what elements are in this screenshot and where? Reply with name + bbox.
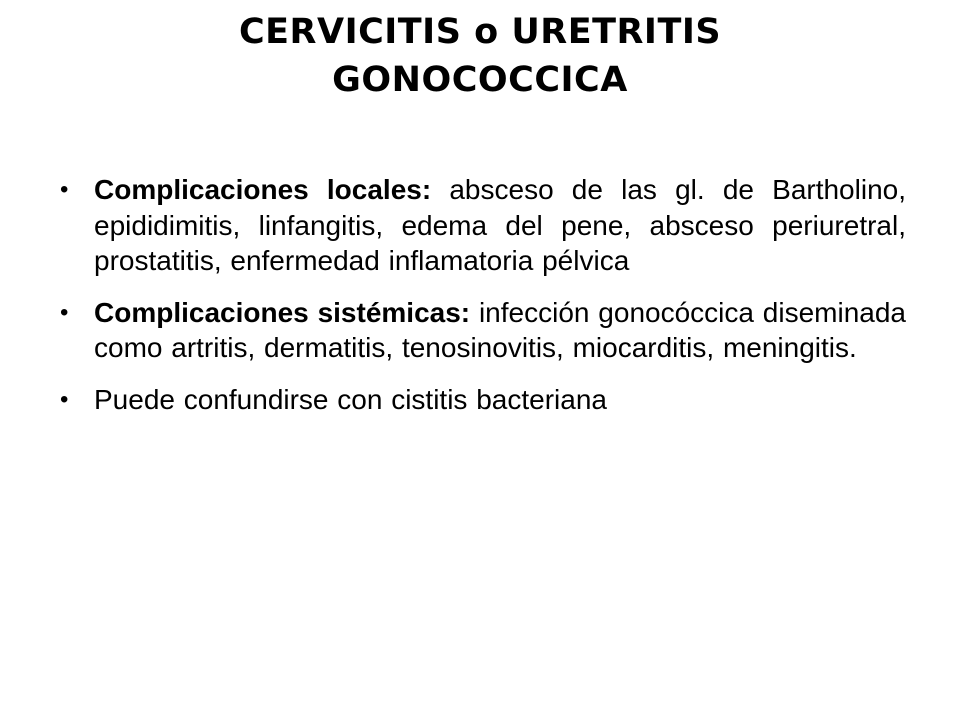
bullet-dot-icon: •	[60, 385, 69, 413]
bullet-text	[94, 295, 906, 366]
bullet-text	[94, 172, 906, 279]
slide-title	[60, 8, 900, 104]
bullet-body: absceso de las gl. de Bartholino, epididimitis, linfangitis, edema del pene, absceso periuretral, prostatitis, enfermedad inflamatoria pélvica	[94, 174, 906, 276]
bullet-list	[60, 172, 906, 433]
slide-title-line-1: CERVICITIS o URETRITIS	[238, 12, 722, 52]
bullet-label: Complicaciones sistémicas:	[94, 296, 471, 328]
bullet-differential	[60, 382, 906, 418]
bullet-body: Puede confundirse con cistitis bacteriana	[94, 383, 607, 415]
bullet-dot-icon: •	[60, 298, 69, 326]
bullet-systemic-complications	[60, 295, 906, 366]
bullet-label: Complicaciones locales:	[94, 174, 432, 205]
bullet-dot-icon: •	[60, 176, 69, 203]
slide-title-line-2: GONOCOCCICA	[332, 60, 628, 100]
bullet-body: infección gonocóccica diseminada como artritis, dermatitis, tenosinovitis, miocarditis, meningitis.	[94, 296, 906, 363]
bullet-text	[94, 382, 906, 418]
bullet-local-complications	[60, 172, 906, 279]
